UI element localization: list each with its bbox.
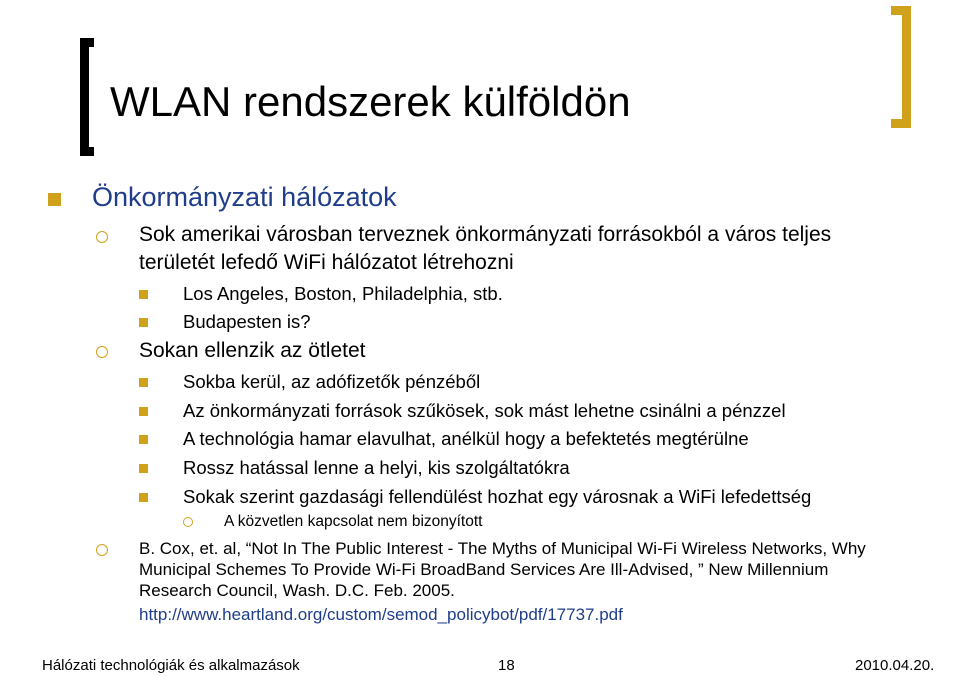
footer-page-number: 18 (498, 657, 515, 674)
square-bullet-icon (139, 407, 148, 416)
footer-date: 2010.04.20. (855, 657, 935, 674)
square-bullet-icon (139, 318, 148, 327)
reference-line-1: B. Cox, et. al, “Not In The Public Interest - The Myths of Municipal Wi-Fi Wireless Networks, Why (139, 539, 866, 558)
square-bullet-icon (48, 193, 61, 206)
point-1-line-1: Sok amerikai városban terveznek önkormányzati forrásokból a város teljes (139, 223, 832, 246)
point-2-sub-1: Sokba kerül, az adófizetők pénzéből (183, 371, 481, 392)
point-2-sub-3: A technológia hamar elavulhat, anélkül hogy a befektetés megtérülne (183, 428, 749, 449)
title-bracket-left (80, 38, 94, 156)
circle-bullet-icon (96, 231, 108, 243)
point-2-sub-4: Rossz hatással lenne a helyi, kis szolgáltatókra (183, 457, 570, 478)
footer-course-title: Hálózati technológiák és alkalmazások (42, 657, 300, 674)
point-2-sub-2: Az önkormányzati források szűkösek, sok mást lehetne csinálni a pénzzel (183, 400, 786, 421)
square-bullet-icon (139, 493, 148, 502)
circle-bullet-icon (96, 544, 108, 556)
point-2-sub-5: Sokak szerint gazdasági fellendülést hozhat egy városnak a WiFi lefedettség (183, 486, 812, 507)
reference-line-3: Research Council, Wash. D.C. Feb. 2005. (139, 581, 455, 600)
circle-bullet-icon (183, 517, 193, 527)
reference-link[interactable]: http://www.heartland.org/custom/semod_policybot/pdf/17737.pdf (139, 605, 623, 624)
point-1-sub-1: Los Angeles, Boston, Philadelphia, stb. (183, 283, 503, 304)
square-bullet-icon (139, 464, 148, 473)
square-bullet-icon (139, 435, 148, 444)
point-1-line-2: területét lefedő WiFi hálózatot létrehozni (139, 251, 514, 274)
point-1-sub-2: Budapesten is? (183, 311, 311, 332)
section-heading: Önkormányzati hálózatok (92, 182, 397, 212)
slide-title: WLAN rendszerek külföldön (110, 78, 631, 125)
square-bullet-icon (139, 378, 148, 387)
circle-bullet-icon (96, 346, 108, 358)
point-2-sub-5-detail: A közvetlen kapcsolat nem bizonyított (224, 513, 483, 530)
point-2: Sokan ellenzik az ötletet (139, 339, 366, 362)
reference-line-2: Municipal Schemes To Provide Wi-Fi BroadBand Services Are Ill-Advised, ” New Millennium (139, 560, 829, 579)
square-bullet-icon (139, 290, 148, 299)
title-bracket-right (891, 6, 911, 128)
